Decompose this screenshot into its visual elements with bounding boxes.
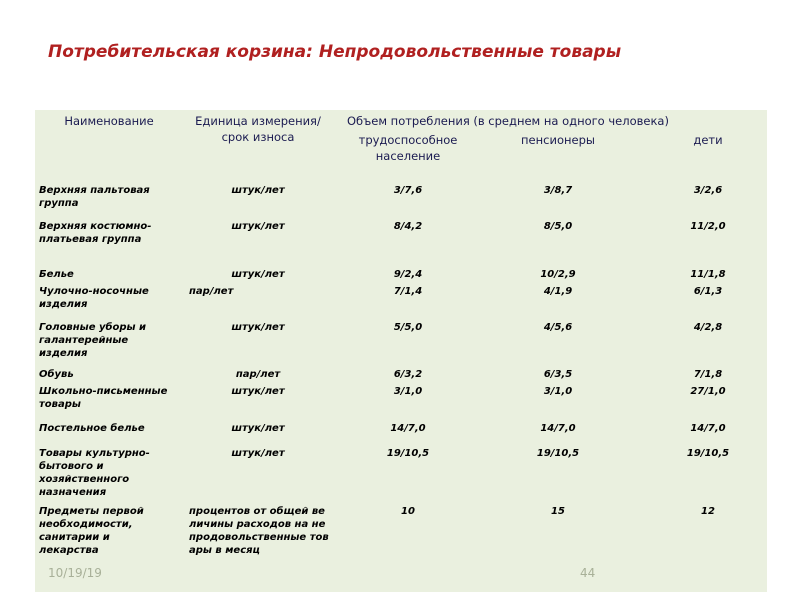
row-7-working: 3/1,0 <box>393 386 423 397</box>
row-4-name: Чулочно-носочные изделия <box>39 286 149 310</box>
row-1-pensioners: 3/8,7 <box>543 185 573 196</box>
row-10-pensioners: 15 <box>551 506 565 517</box>
row-6-pensioners: 6/3,5 <box>543 369 573 380</box>
row-10-name: Предметы первой необходимости, санитарии и лекарства <box>39 506 144 556</box>
row-9-pensioners: 19/10,5 <box>536 448 580 459</box>
row-2-children: 11/2,0 <box>690 221 726 232</box>
row-3-children: 11/1,8 <box>690 269 726 280</box>
row-3-working: 9/2,4 <box>393 269 423 280</box>
row-6-children: 7/1,8 <box>693 369 723 380</box>
row-8-unit: штук/лет <box>231 423 285 434</box>
row-6-name: Обувь <box>39 369 74 380</box>
row-8-pensioners: 14/7,0 <box>540 423 576 434</box>
row-9-working: 19/10,5 <box>386 448 430 459</box>
row-3-pensioners: 10/2,9 <box>540 269 576 280</box>
header-pensioners: пенсионеры <box>521 133 595 147</box>
row-6-working: 6/3,2 <box>393 369 423 380</box>
row-6-unit: пар/лет <box>235 369 281 380</box>
row-10-children: 12 <box>701 506 715 517</box>
row-9-name: Товары культурно-бытового и хозяйственного назначения <box>39 448 150 498</box>
header-volume: Объем потребления (в среднем на одного человека) <box>347 114 669 128</box>
row-1-unit: штук/лет <box>231 185 285 196</box>
row-4-unit: пар/лет <box>189 286 234 297</box>
row-1-children: 3/2,6 <box>693 185 723 196</box>
row-8-children: 14/7,0 <box>690 423 726 434</box>
row-4-working: 7/1,4 <box>393 286 423 297</box>
row-4-children: 6/1,3 <box>693 286 723 297</box>
slide-number: 44 <box>580 566 596 580</box>
row-7-pensioners: 3/1,0 <box>543 386 573 397</box>
row-2-unit: штук/лет <box>231 221 285 232</box>
slide-date: 10/19/19 <box>48 566 102 580</box>
row-3-name: Белье <box>39 269 74 280</box>
row-8-working: 14/7,0 <box>390 423 426 434</box>
header-name: Наименование <box>64 114 154 128</box>
row-7-unit: штук/лет <box>231 386 285 397</box>
row-5-working: 5/5,0 <box>393 322 423 333</box>
row-10-working: 10 <box>401 506 415 517</box>
header-working: трудоспособное население <box>358 133 458 163</box>
row-5-pensioners: 4/5,6 <box>543 322 573 333</box>
row-2-pensioners: 8/5,0 <box>543 221 573 232</box>
row-1-name: Верхняя пальтовая группа <box>39 185 150 209</box>
row-4-pensioners: 4/1,9 <box>543 286 573 297</box>
row-5-unit: штук/лет <box>231 322 285 333</box>
row-8-name: Постельное белье <box>39 423 145 434</box>
row-7-name: Школьно-письменные товары <box>39 386 168 410</box>
row-9-children: 19/10,5 <box>686 448 730 459</box>
row-1-working: 3/7,6 <box>393 185 423 196</box>
row-5-children: 4/2,8 <box>693 322 723 333</box>
header-unit: Единица измерения/ срок износа <box>195 114 321 144</box>
consumer-basket-table <box>35 110 767 592</box>
row-7-children: 27/1,0 <box>690 386 726 397</box>
row-10-unit: процентов от общей величины расходов на непродовольственные товары в месяц <box>189 506 329 556</box>
row-5-name: Головные уборы и галантерейные изделия <box>39 322 147 359</box>
row-2-name: Верхняя костюмно-платьевая группа <box>39 221 152 245</box>
row-3-unit: штук/лет <box>231 269 285 280</box>
row-2-working: 8/4,2 <box>393 221 423 232</box>
row-9-unit: штук/лет <box>231 448 285 459</box>
slide-title: Потребительская корзина: Непродовольственные товары <box>48 42 622 62</box>
header-children: дети <box>693 133 723 147</box>
